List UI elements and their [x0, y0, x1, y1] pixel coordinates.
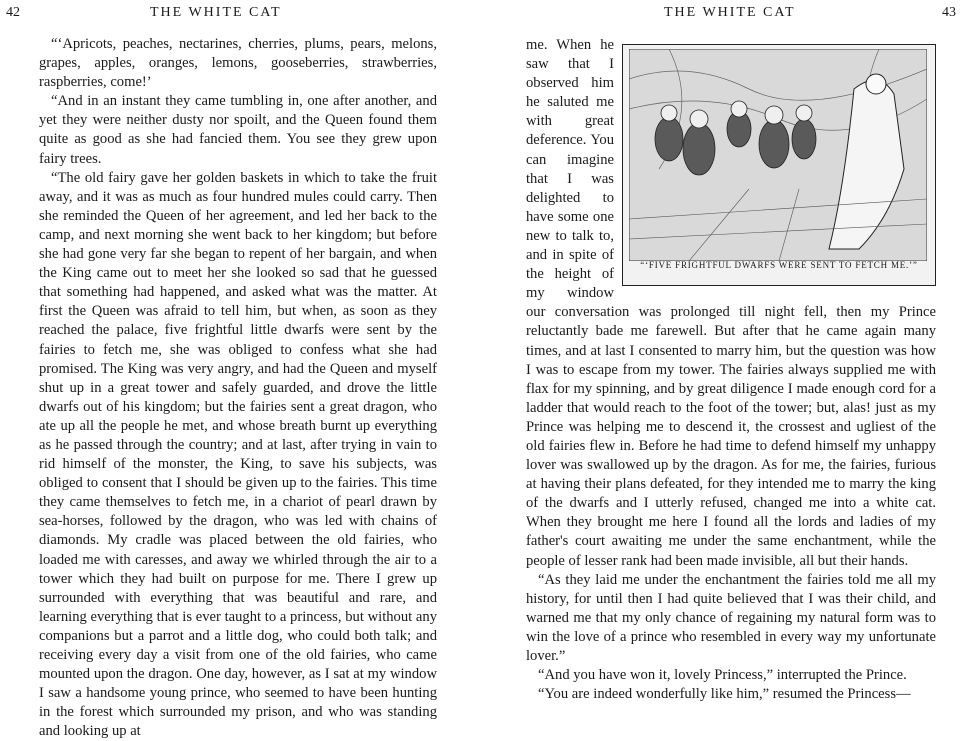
figure-caption: “‘FIVE FRIGHTFUL DWARFS WERE SENT TO FETCH ME.’” — [640, 259, 918, 270]
paragraph: “As they laid me under the enchantment the fairies told me all my history, for until then I had quite believed that I was their child, and warned me that my only chance of regaining my natural form was to win the love of a prince who resembled in every way my unfortunate lover.” — [526, 571, 936, 664]
paragraph: “And in an instant they came tumbling in, one after another, and yet they were neither dusty nor spoilt, and the Queen found them quite as good as she had fancied them. You see they grew upon fairy trees. — [39, 93, 437, 167]
paragraph: “And you have won it, lovely Princess,” interrupted the Prince. — [538, 667, 907, 684]
paragraph: “‘Apricots, peaches, nectarines, cherries, plums, pears, melons, grapes, apples, oranges, lemons, gooseberries, strawberries, raspberries, come!’ — [39, 36, 437, 91]
right-page — [482, 0, 964, 703]
paragraph: “You are indeed wonderfully like him,” resumed the Princess— — [538, 686, 911, 703]
paragraph: “The old fairy gave her golden baskets in which to take the fruit away, and it was as much as four hundred mules could carry. Then she reminded the Queen of her agreement, and led her back to the camp, and next morning she went back to her kingdom; but before she had gone very far she began to repent of her bargain, and when the King came out to meet her she looked so sad that he guessed that something had happened, and asked what was the matter. At first the Queen was afraid to tell him, but when, as soon as they reached the palace, five frightful little dwarfs were sent by the fairies to fetch me, she was obliged to confess what she had promised. The King was very angry, and had the Queen and myself shut up in a great tower and safely guarded, and drove the little dwarfs out of his kingdom; but the fairies sent a great dragon, who ate up all the people he met, and whose breath burnt up everything as he passed through the country; and at last, after trying in vain to rid himself of the monster, the King, to save his subjects, was obliged to consent that I should be given up to the fairies. This time they came themselves to fetch me, in a chariot of pearl drawn by sea-horses, followed by the dragon, who was led with chains of diamonds. My cradle was placed between the old fairies, who loaded me with caresses, and away we whirled through the air to a tower which they had built on purpose for me. There I grew up surrounded with everything that was beautiful and rare, and learning everything that is ever taught to a princess, but without any companions but a parrot and a little dog, who could both talk; and receiving every day a visit from one of the old fairies, who came mounted upon the dragon. One day, however, as I sat at my window I saw a handsome young prince, who seemed to have been hunting in the forest which surrounded my prison, and who was standing and looking up at — [39, 169, 437, 740]
paragraph: me. When he saw that I observed him he saluted me with great deference. You can imagine that I was delighted to have some one new to talk to, and in spite of the height of my window our conversation was prolonged till night fell, then my Prince reluctantly bade me farewell. But after that he came again many times, and at last I consented to marry him, but the question was how I was to escape from my tower. The fairies always supplied me with flax for my spinning, and by great diligence I made enough cord for a ladder that would reach to the foot of the tower; but, alas! just as my Prince was helping me to descend it, the crossest and ugliest of the old fairies flew in. Before he had time to defend himself my unhappy lover was swallowed up by the dragon. As for me, the fairies, furious at having their plans defeated, for they intended me to marry the king of the dwarfs and I utterly refused, changed me into a white cat. When they brought me here I found all the lords and ladies of my father's court awaiting me under the same enchantment, while the people of lesser rank had been made invisible, all but their hands. — [526, 37, 936, 569]
running-head: THE WHITE CAT — [150, 5, 282, 20]
left-page — [0, 0, 482, 740]
body-text — [526, 36, 936, 704]
running-head: THE WHITE CAT — [664, 5, 796, 20]
page-number: 43 — [942, 5, 956, 20]
body-text — [39, 35, 437, 741]
illustration-figure — [622, 44, 936, 286]
page-number: 42 — [6, 5, 20, 20]
dwarfs-illustration — [629, 49, 927, 261]
